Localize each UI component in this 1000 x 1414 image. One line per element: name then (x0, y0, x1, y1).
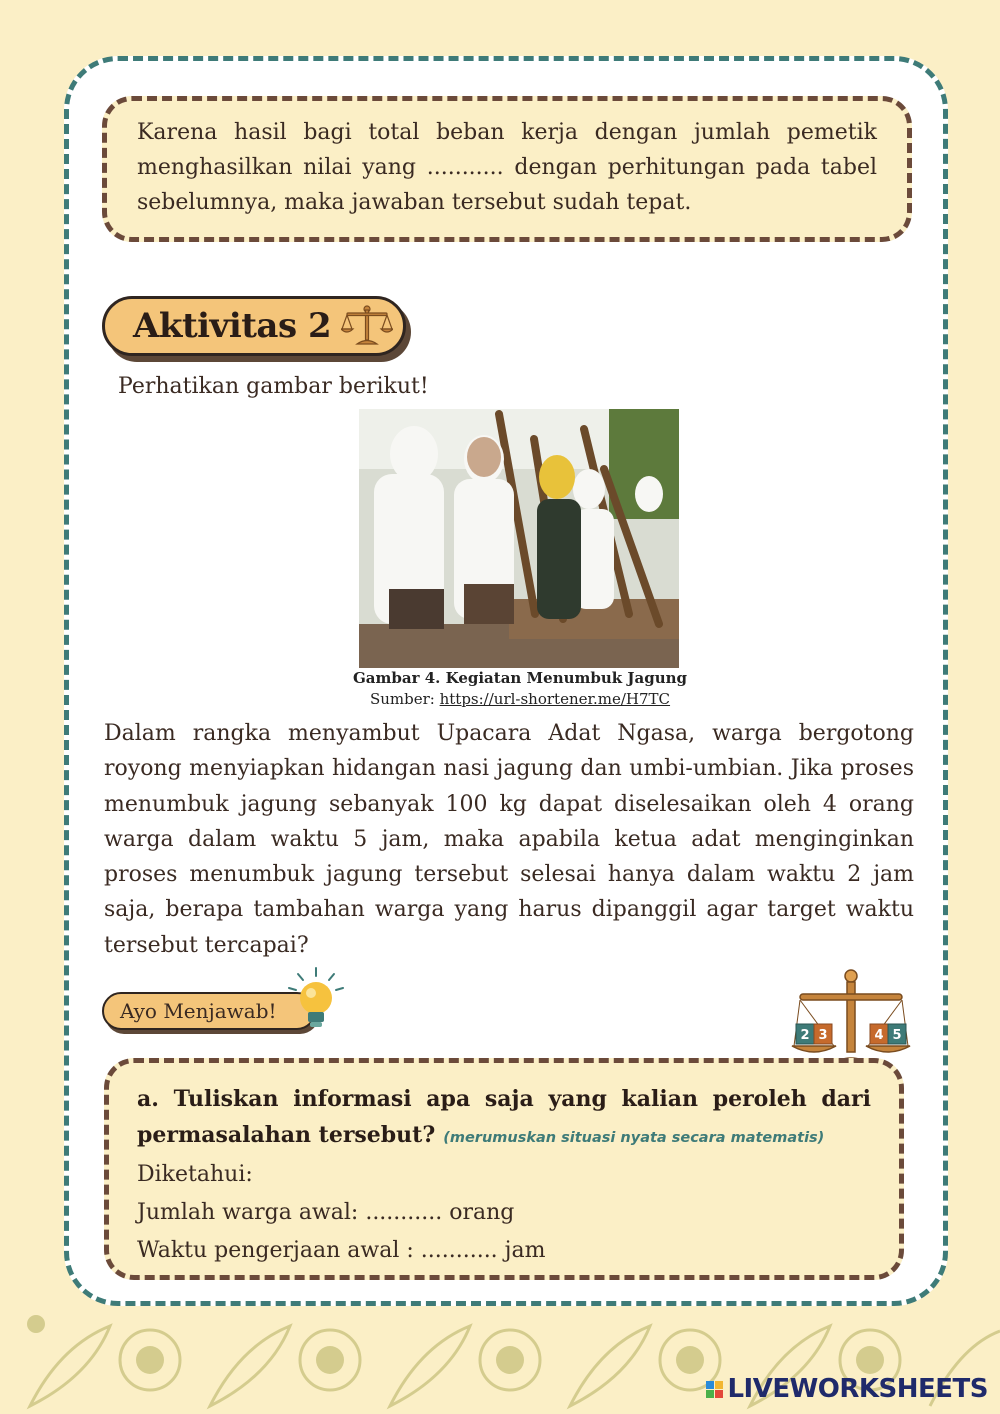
scale-number-right-2: 5 (892, 1028, 902, 1043)
summary-box (102, 96, 912, 242)
source-link[interactable]: https://url-shortener.me/H7TC (439, 690, 671, 708)
figure-caption: Gambar 4. Kegiatan Menumbuk Jagung (353, 669, 687, 687)
mark-e (715, 1390, 723, 1398)
known-item-residents[interactable]: Jumlah warga awal: ........... orang (137, 1200, 515, 1225)
mark-i (715, 1381, 723, 1389)
liveworksheets-logo (706, 1374, 988, 1404)
answer-label: Ayo Menjawab! (120, 999, 277, 1023)
question-text (137, 1081, 871, 1156)
intro-text: Perhatikan gambar berikut! (118, 374, 429, 399)
photo-pounding-corn (359, 409, 679, 668)
source-label: Sumber: (369, 690, 435, 708)
known-label: Diketahui: (137, 1162, 253, 1187)
activity-title: Aktivitas 2 (133, 306, 332, 346)
answer-box (104, 1058, 904, 1280)
mark-v (706, 1390, 714, 1398)
question-line-1: a. Tuliskan informasi apa saja yang kalian peroleh dari (137, 1086, 871, 1112)
summary-text: Karena hasil bagi total beban kerja dengan jumlah pemetik menghasilkan nilai yang ........... dengan perhitungan pada tabel sebelumnya, maka jawaban tersebut sudah tepat. (137, 120, 877, 215)
scale-icon (341, 304, 393, 348)
scale-number-left-1: 2 (800, 1028, 810, 1043)
question-line-2: permasalahan tersebut? (137, 1122, 436, 1148)
known-item-time[interactable]: Waktu pengerjaan awal : ........... jam (137, 1238, 546, 1263)
question-hint: (merumuskan situasi nyata secara matematis) (443, 1130, 825, 1146)
mark-l (706, 1381, 714, 1389)
liveworksheets-mark (706, 1381, 723, 1398)
activity-badge (102, 296, 406, 356)
balance-scale-icon (786, 968, 916, 1072)
problem-paragraph: Dalam rangka menyambut Upacara Adat Ngasa, warga bergotong royong menyiapkan hidangan nasi jagung dan umbi-umbian. Jika proses menumbuk jagung sebanyak 100 kg dapat diselesaikan oleh 4 orang warga dalam waktu 5 jam, maka apabila ketua adat menginginkan proses menumbuk jagung tersebut selesai hanya dalam waktu 2 jam saja, berapa tambahan warga yang harus dipanggil agar target waktu tersebut tercapai? (104, 721, 914, 958)
lightbulb-icon (284, 966, 348, 1038)
scale-number-left-2: 3 (818, 1028, 828, 1043)
figure-source (300, 690, 740, 708)
scale-number-right-1: 4 (874, 1028, 884, 1043)
brand-name: LIVEWORKSHEETS (727, 1374, 988, 1404)
